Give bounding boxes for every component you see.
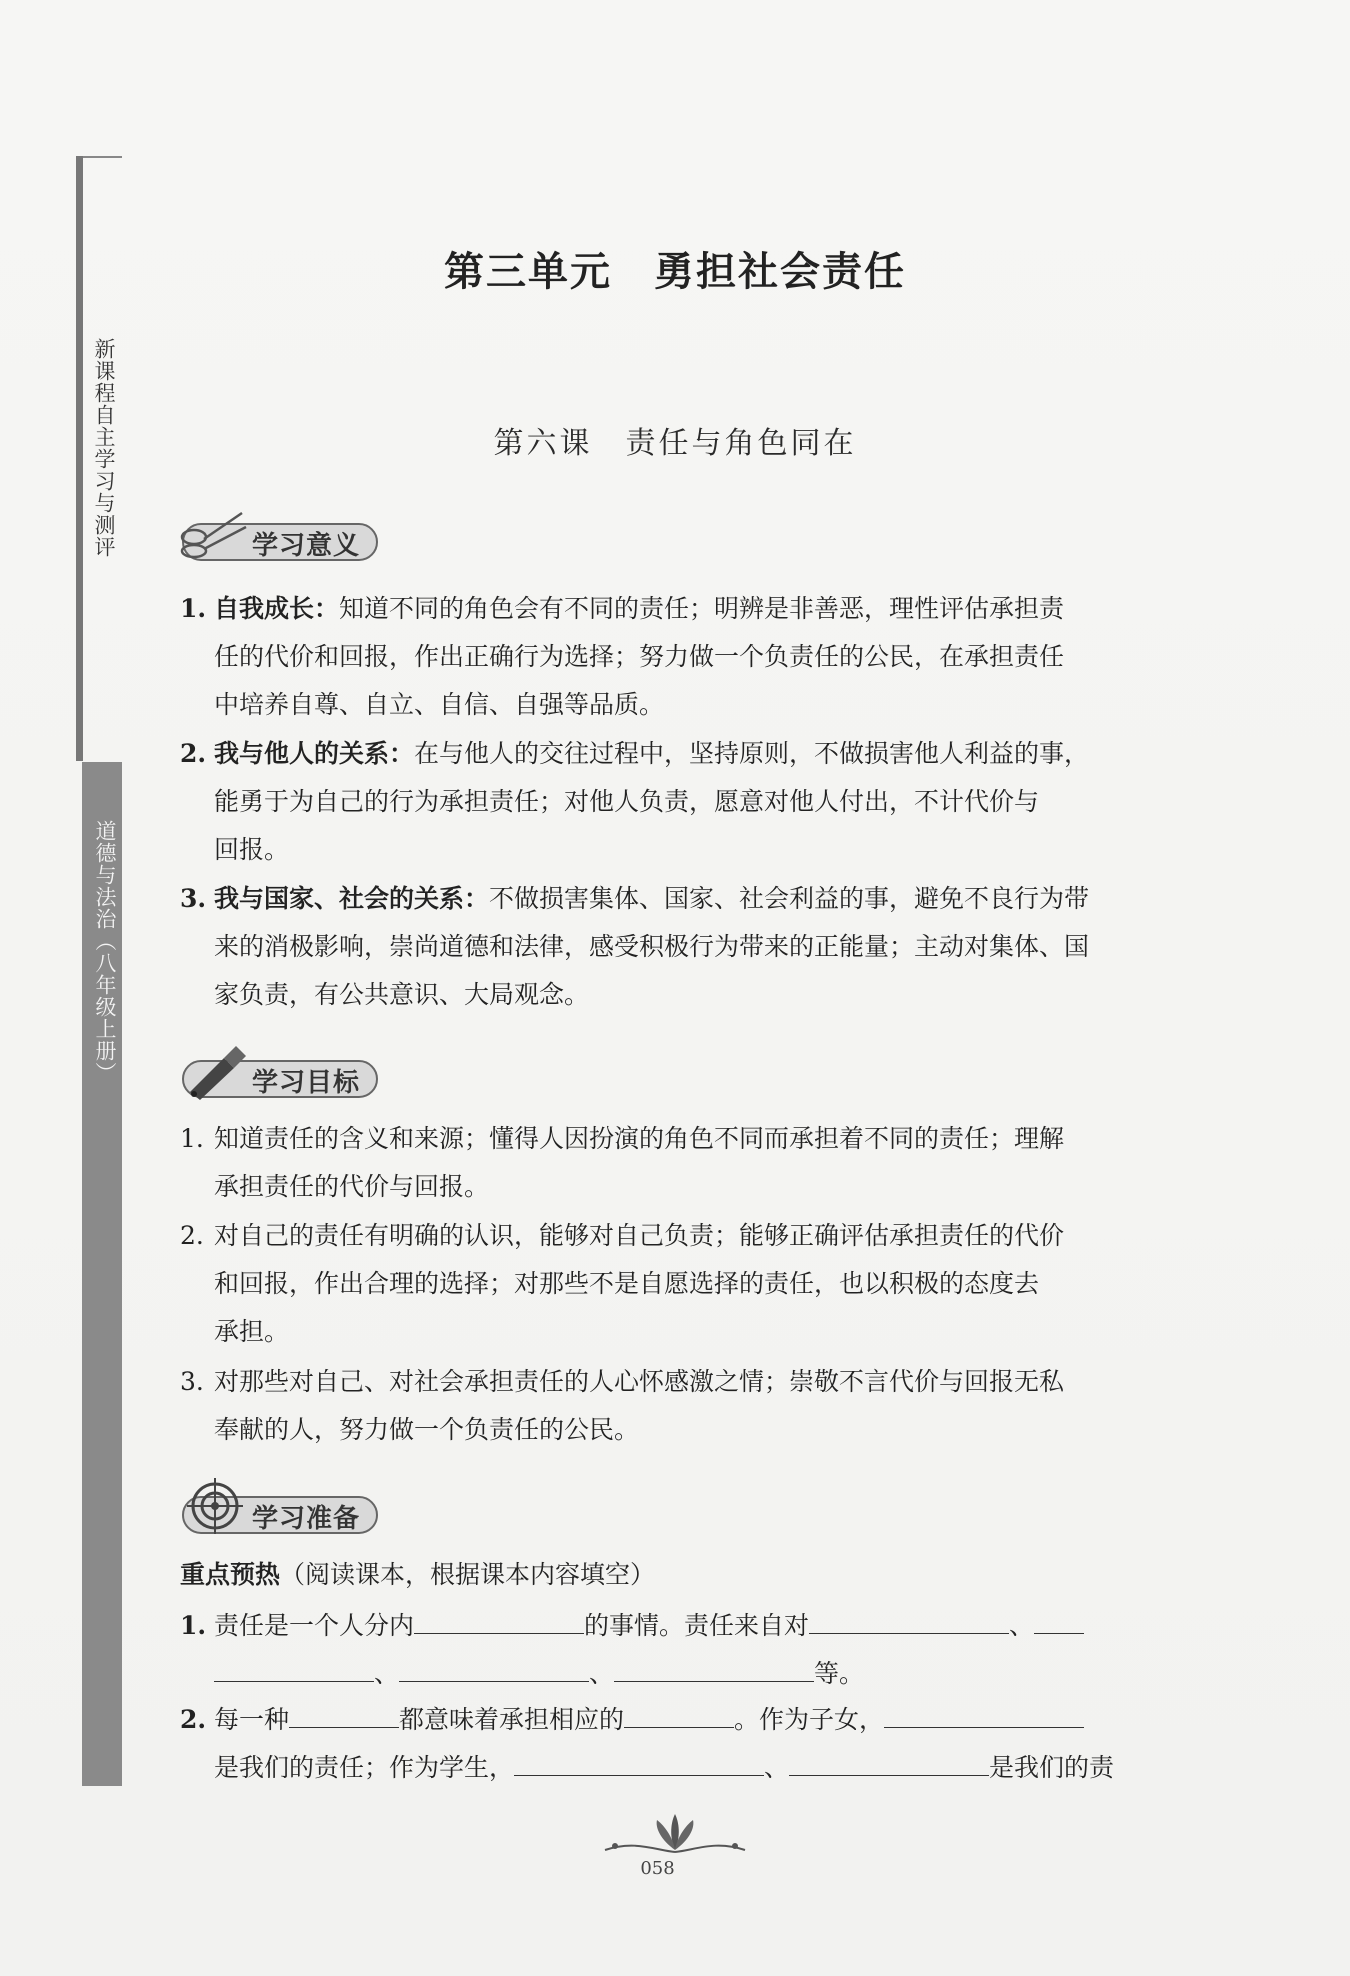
pen-icon	[180, 1040, 250, 1100]
tag-label: 学习意义	[252, 531, 361, 561]
fill-question-2: 2. 每一种 都意味着承担相应的 。作为子女， 是我们的责任；作为学生， 、 是我们的责	[180, 1696, 1140, 1792]
answer-blank[interactable]	[884, 1699, 1084, 1728]
answer-blank[interactable]	[809, 1605, 1009, 1634]
tag-label: 学习目标	[252, 1068, 361, 1098]
subject-name: 道德与法治（八年级上册）	[93, 820, 117, 1084]
section-tag-goals	[180, 1052, 378, 1098]
answer-blank[interactable]	[789, 1747, 989, 1776]
tag-label: 学习准备	[252, 1504, 361, 1534]
section-tag-prep	[180, 1488, 378, 1534]
meaning-item-3: 3. 我与国家、社会的关系：不做损害集体、国家、社会利益的事，避免不良行为带 来的消极影响，崇尚道德和法律，感受积极行为带来的正能量；主动对集体、国 家负责，有公共意识、大局观念。	[180, 884, 1090, 1009]
answer-blank[interactable]	[514, 1747, 764, 1776]
prep-heading: 重点预热（阅读课本，根据课本内容填空）	[180, 1560, 656, 1589]
meaning-item-2: 2. 我与他人的关系：在与他人的交往过程中，坚持原则，不做损害他人利益的事， 能勇于为自己的行为承担责任；对他人负责，愿意对他人付出，不计代价与 回报。	[180, 739, 1090, 864]
series-name: 新课程自主学习与测评	[92, 338, 116, 558]
goal-item-3: 3. 对那些对自己、对社会承担责任的人心怀感激之情；崇敬不言代价与回报无私 奉献的人，努力做一个负责任的公民。	[180, 1367, 1065, 1444]
section-tag-meaning	[180, 515, 378, 561]
unit-title: 第三单元 勇担社会责任	[444, 248, 906, 295]
meaning-item-1: 1. 自我成长：知道不同的角色会有不同的责任；明辨是非善恶，理性评估承担责 任的代价和回报，作出正确行为选择；努力做一个负责任的公民，在承担责任 中培养自尊、自立、自信、自强等品质。	[180, 594, 1065, 719]
fill-question-1: 1. 责任是一个人分内 的事情。责任来自对 、 、 、 等。	[180, 1602, 1140, 1698]
scissors-icon	[180, 503, 250, 563]
page-number: 058	[640, 1858, 675, 1879]
answer-blank[interactable]	[1034, 1605, 1084, 1634]
answer-blank[interactable]	[414, 1605, 584, 1634]
answer-blank[interactable]	[289, 1699, 399, 1728]
answer-blank[interactable]	[614, 1653, 814, 1682]
goal-item-1: 1. 知道责任的含义和来源；懂得人因扮演的角色不同而承担着不同的责任；理解 承担责任的代价与回报。	[180, 1124, 1065, 1201]
answer-blank[interactable]	[214, 1653, 374, 1682]
target-icon	[180, 1476, 250, 1536]
floral-ornament-icon	[585, 1810, 765, 1860]
lesson-title: 第六课 责任与角色同在	[493, 426, 857, 461]
goal-item-2: 2. 对自己的责任有明确的认识，能够对自己负责；能够正确评估承担责任的代价 和回报，作出合理的选择；对那些不是自愿选择的责任，也以积极的态度去 承担。	[180, 1221, 1065, 1346]
answer-blank[interactable]	[624, 1699, 734, 1728]
answer-blank[interactable]	[399, 1653, 589, 1682]
